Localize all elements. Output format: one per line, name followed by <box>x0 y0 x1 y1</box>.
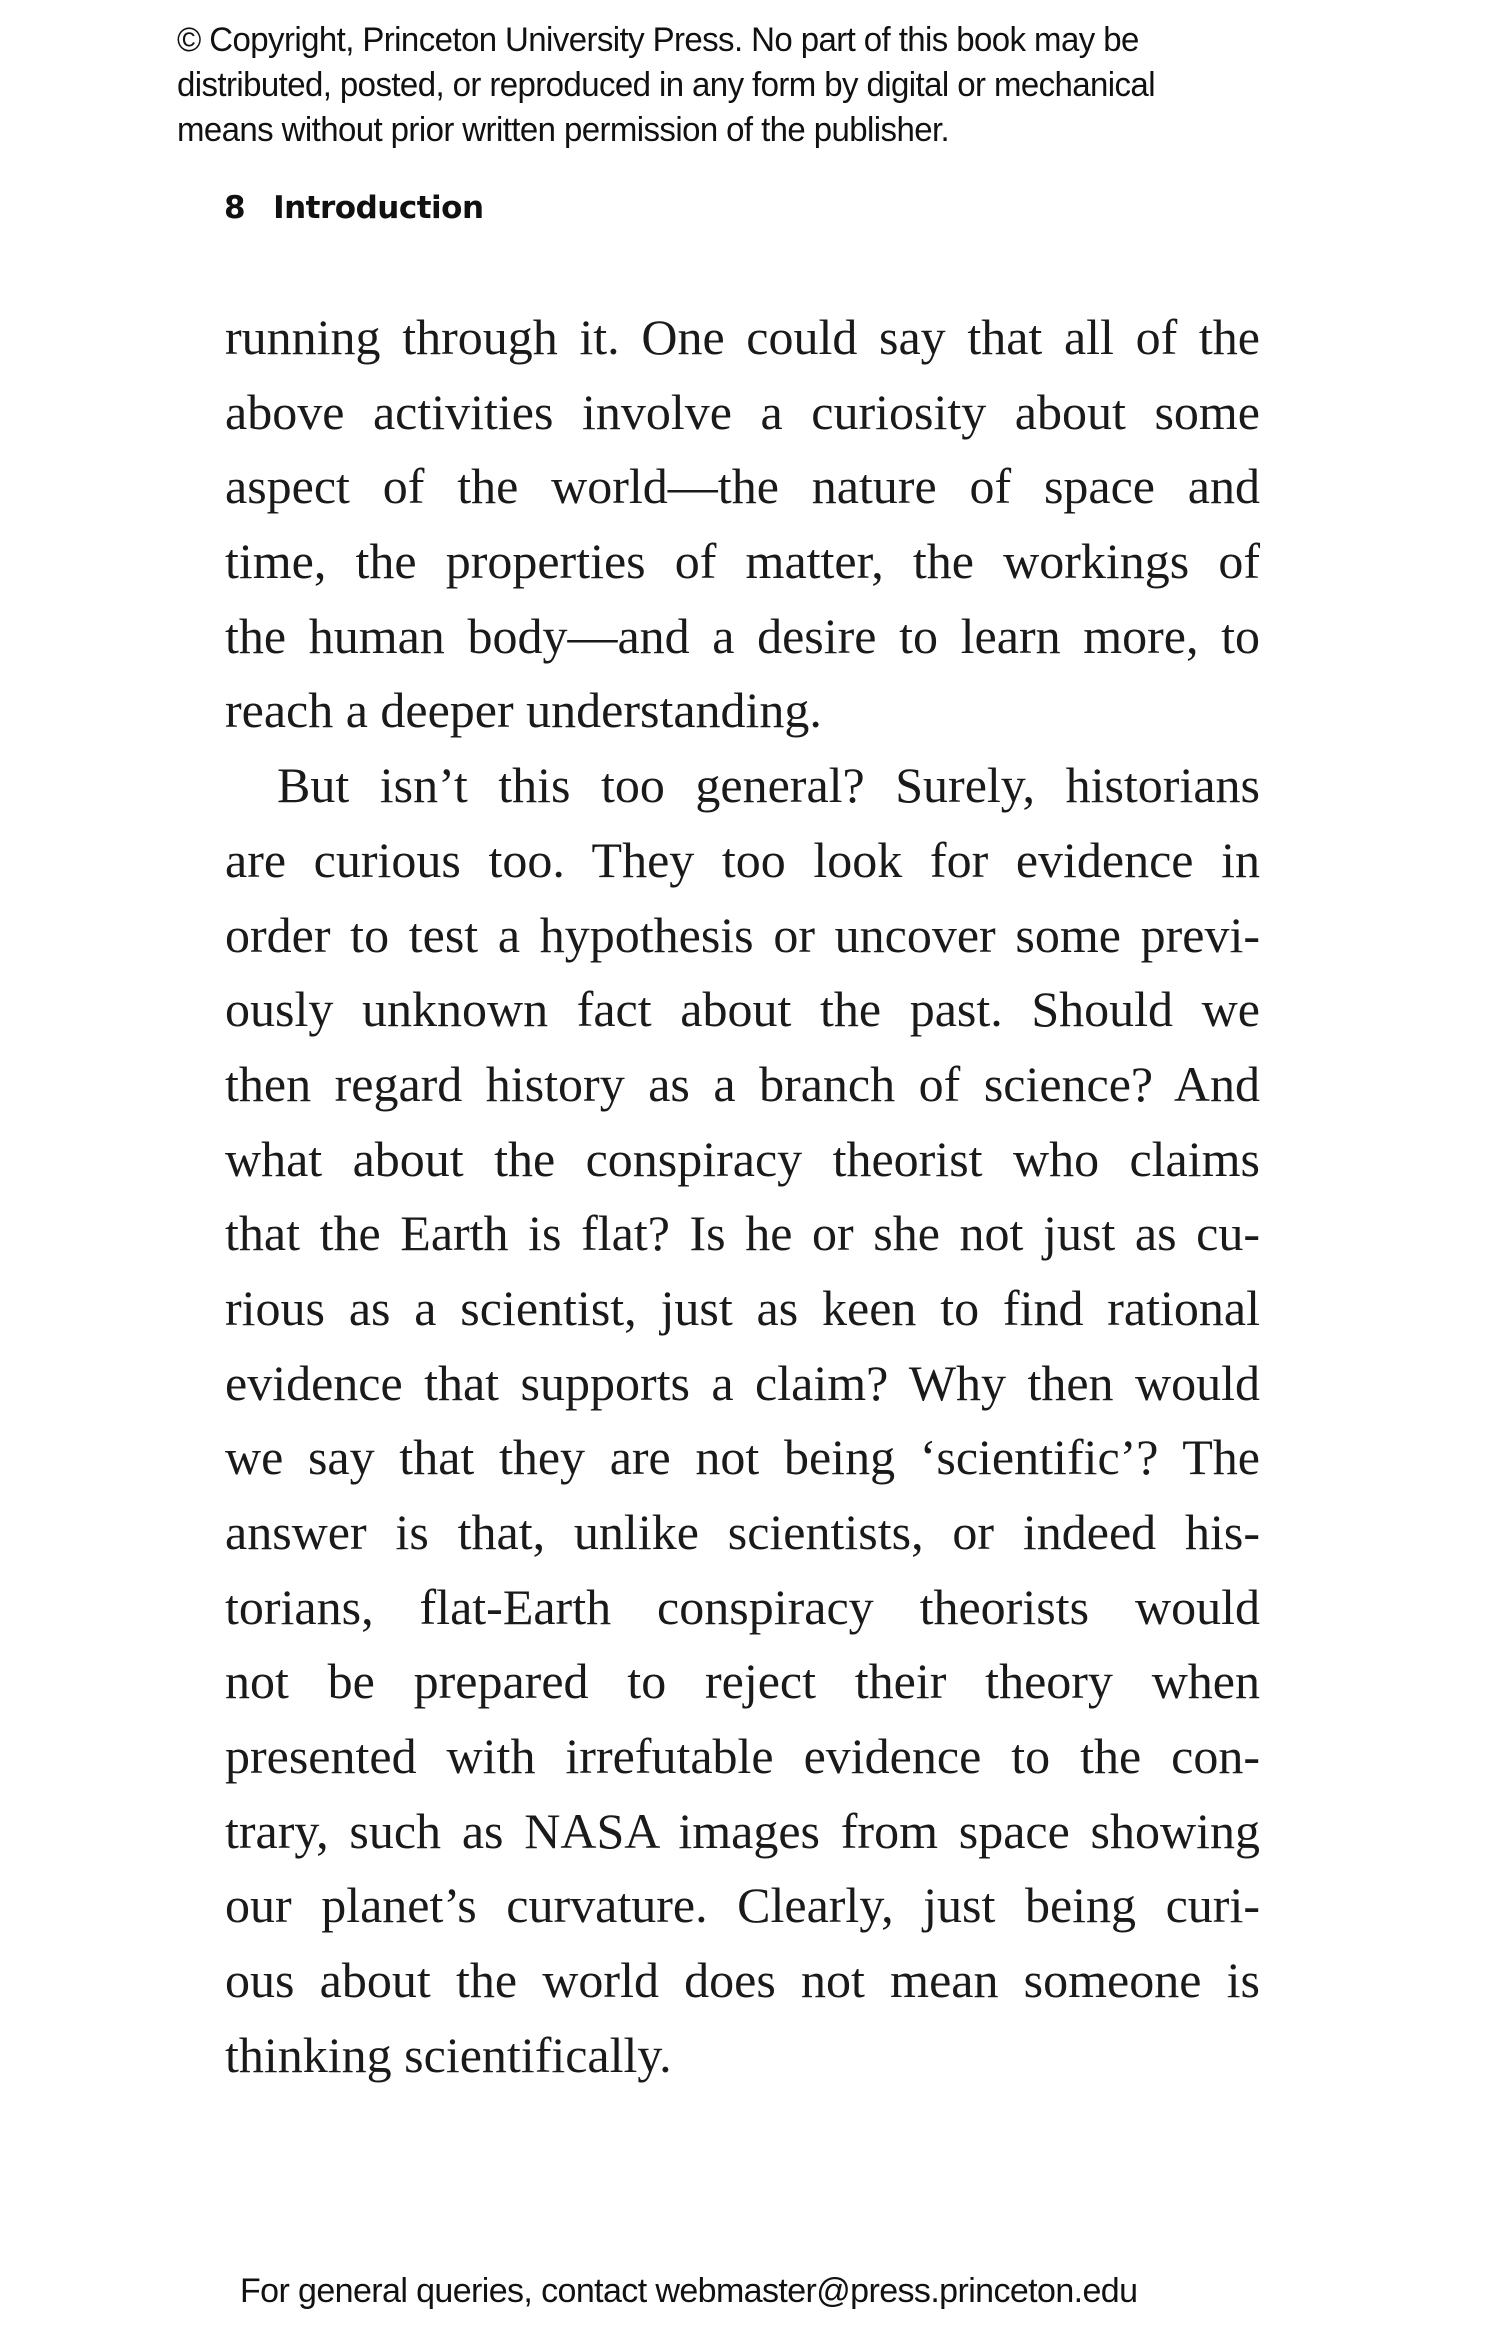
text-line: thinking scientifically. <box>225 2026 672 2083</box>
text-line: aspect of the world—the nature of space and <box>225 458 1260 515</box>
footer-contact: For general queries, contact webmaster@press.princeton.edu <box>240 2272 1138 2310</box>
text-line: that the Earth is flat? Is he or she not just as cu- <box>225 1205 1260 1262</box>
text-line: order to test a hypothesis or uncover some previ- <box>225 906 1260 963</box>
text-line: rious as a scientist, just as keen to find rational <box>225 1279 1260 1336</box>
copyright-notice <box>177 18 1322 153</box>
notice-line: distributed, posted, or reproduced in any form by digital or mechanical <box>177 66 1155 104</box>
text-line: presented with irrefutable evidence to the con- <box>225 1728 1260 1785</box>
text-line: above activities involve a curiosity about some <box>225 383 1260 440</box>
text-line: ous about the world does not mean someone is <box>225 1952 1260 2009</box>
text-line: then regard history as a branch of science? And <box>225 1055 1260 1112</box>
notice-line: means without prior written permission of the publisher. <box>177 111 950 149</box>
text-line: running through it. One could say that all of the <box>225 309 1260 365</box>
text-line: evidence that supports a claim? Why then would <box>225 1354 1260 1411</box>
notice-line: © Copyright, Princeton University Press. No part of this book may be <box>177 21 1139 59</box>
text-line: the human body—and a desire to learn more, to <box>225 607 1260 664</box>
text-line: But isn’t this too general? Surely, historians <box>277 757 1260 814</box>
text-line: answer is that, unlike scientists, or indeed his- <box>225 1504 1260 1560</box>
text-line: we say that they are not being ‘scientific’? The <box>225 1429 1260 1486</box>
text-line: time, the properties of matter, the workings of <box>225 533 1260 590</box>
running-head <box>224 190 484 226</box>
text-line: trary, such as NASA images from space showing <box>225 1802 1260 1859</box>
chapter-title: Introduction <box>273 190 484 226</box>
text-line: our planet’s curvature. Clearly, just being curi- <box>225 1877 1260 1934</box>
text-line: torians, flat-Earth conspiracy theorists would <box>225 1578 1260 1635</box>
page-number: 8 <box>224 190 246 226</box>
text-line: not be prepared to reject their theory when <box>225 1653 1260 1710</box>
text-line: ously unknown fact about the past. Should we <box>225 981 1260 1038</box>
text-line: what about the conspiracy theorist who claims <box>225 1130 1260 1187</box>
body-text <box>225 300 1260 2093</box>
text-line: are curious too. They too look for evidence in <box>225 831 1260 888</box>
text-line: reach a deeper understanding. <box>225 682 822 739</box>
